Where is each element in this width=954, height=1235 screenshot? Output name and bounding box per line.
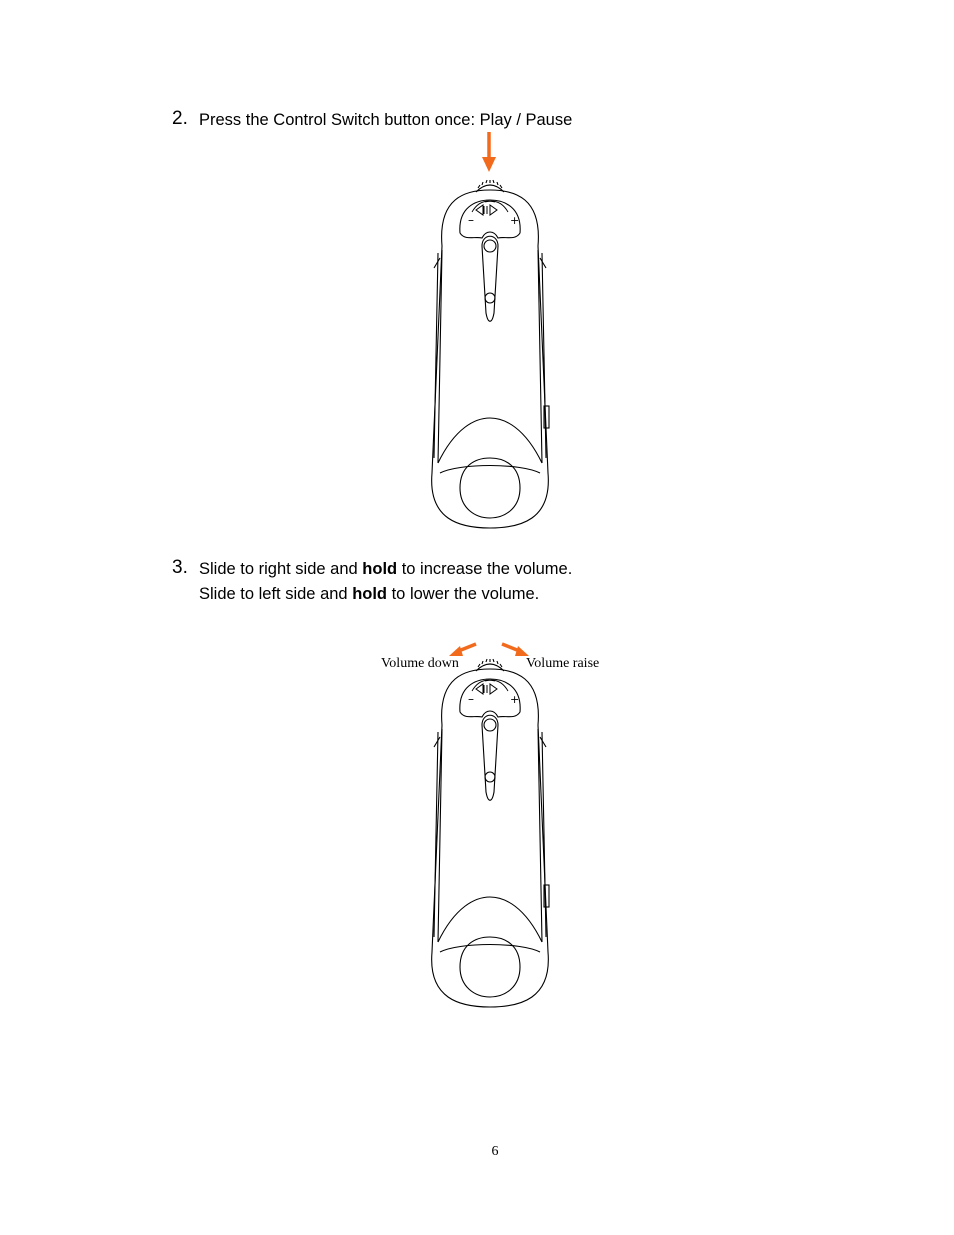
device-figure-volume — [420, 640, 570, 1012]
text-run: to lower the volume. — [387, 585, 540, 603]
bold-text: hold — [362, 560, 398, 578]
text-run: to increase the volume. — [397, 560, 573, 578]
volume-down-label: Volume down — [381, 656, 459, 671]
bold-text: hold — [352, 585, 388, 603]
mp3-player-illustration — [432, 180, 549, 528]
text-run: Slide to left side and — [199, 585, 353, 603]
svg-text:+: + — [510, 214, 520, 227]
svg-text:–: – — [468, 692, 474, 706]
step-text-line-2 — [199, 582, 539, 607]
text-run: Slide to right side and — [199, 560, 363, 578]
svg-text:–: – — [468, 213, 474, 227]
step-text: Press the Control Switch button once: Play / Pause — [199, 111, 573, 129]
device-figure-play-pause — [420, 128, 570, 533]
page-number: 6 — [491, 1144, 499, 1159]
step-number: 3. — [172, 557, 188, 578]
step-number: 2. — [172, 108, 188, 129]
left-arrow-icon — [449, 644, 476, 656]
volume-raise-label: Volume raise — [526, 656, 600, 671]
svg-text:+: + — [510, 693, 520, 706]
down-arrow-icon — [482, 132, 496, 172]
mp3-player-illustration — [432, 659, 549, 1007]
right-arrow-icon — [502, 644, 529, 656]
step-text-line-1 — [199, 557, 572, 582]
